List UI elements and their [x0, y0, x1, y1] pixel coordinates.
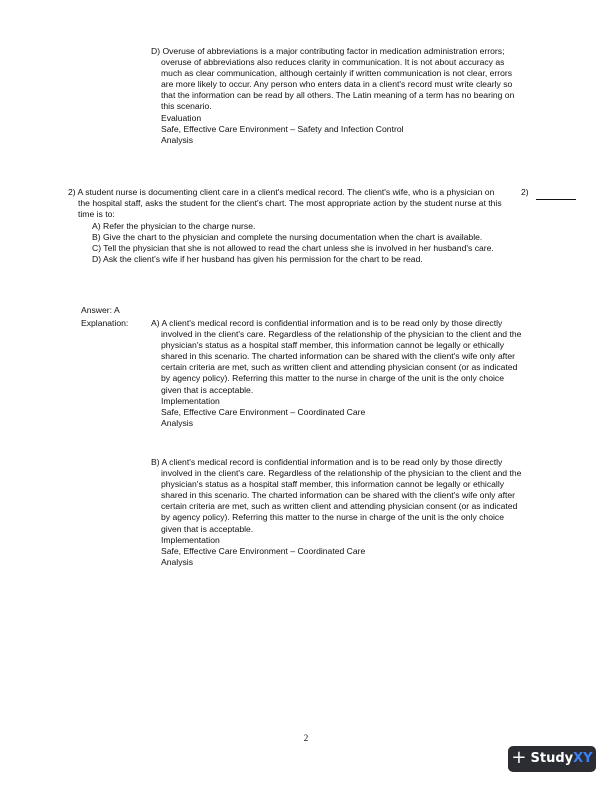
page-number: 2 — [303, 733, 309, 743]
explanation-b-text: B) A client's medical record is confidential information and is to be read only by those directly involved in the client's care. Regardless of the relationship of the physician to the client and the physician's status as a hospital staff member, this information cannot be legally or ethically shared in this scenario. The charted information can be shared with the client's wife only after certain criteria are met, such as written client and attending physician consent (or as indicated by agency policy). Referring this matter to the nurse in charge of the unit is the only choice given that is acceptable. — [151, 457, 522, 534]
explanation-a-level: Analysis — [161, 417, 193, 428]
explanation-b — [151, 457, 523, 568]
prev-option-d-text: D) Overuse of abbreviations is a major contributing factor in medication administration errors; overuse of abbreviations also reduces clarity in communication. It is not about accuracy as much as clear communication, although certainly if written communication is not clear, errors are more likely to occur. Any person who enters data in a client's record must write clearly so that the information can be read by all others. The Latin meaning of a term has no bearing on this scenario. — [151, 46, 515, 112]
studyxy-badge — [508, 746, 596, 772]
answer-label: Answer: — [81, 305, 113, 315]
explanation-a-text: A) A client's medical record is confidential information and is to be read only by those directly involved in the client's care. Regardless of the relationship of the physician to the client and the physician's status as a hospital staff member, this information cannot be legally or ethically shared in this scenario. The charted information can be shared with the client's wife only after certain criteria are met, such as written client and attending physician consent (or as indicated by agency policy). Referring this matter to the nurse in charge of the unit is the only choice given that is acceptable. — [151, 318, 522, 395]
prev-option-d-level: Analysis — [161, 134, 193, 145]
prev-option-d — [151, 46, 524, 146]
option-c: C) Tell the physician that she is not allowed to read the chart unless she is involved in her husband's care. — [92, 243, 494, 254]
explanation-b-step: Implementation — [161, 534, 220, 545]
explanation-b-category: Safe, Effective Care Environment – Coordinated Care — [161, 545, 366, 556]
question-stem-text: 2) A student nurse is documenting client care in a client's medical record. The client's wife, who is a physician on the hospital staff, asks the student for the client's chart. The most appropriate action by the student nurse at this time is to: — [68, 187, 502, 220]
option-a: A) Refer the physician to the charge nurse. — [92, 221, 256, 231]
explanation-a — [151, 318, 523, 429]
question-options — [92, 221, 497, 265]
question-stem — [68, 187, 508, 220]
plus-icon: + — [511, 747, 527, 768]
answer-value: A — [113, 305, 120, 315]
prev-option-d-step: Evaluation — [161, 112, 202, 123]
answer-blank-line — [536, 199, 576, 200]
brand-suffix: XY — [573, 751, 593, 767]
brand-name — [530, 751, 593, 767]
brand-prefix: Study — [530, 751, 574, 767]
option-d: D) Ask the client's wife if her husband has given his permission for the chart to be read. — [92, 254, 423, 265]
answer-row — [81, 305, 120, 316]
option-b: B) Give the chart to the physician and complete the nursing documentation when the chart is available. — [92, 232, 483, 243]
prev-option-d-category: Safe, Effective Care Environment – Safety and Infection Control — [161, 123, 404, 134]
explanation-a-category: Safe, Effective Care Environment – Coordinated Care — [161, 406, 366, 417]
answer-blank-label: 2) — [521, 187, 529, 197]
explanation-a-step: Implementation — [161, 395, 220, 406]
explanation-b-level: Analysis — [161, 556, 193, 567]
explanation-label: Explanation: — [81, 318, 129, 328]
